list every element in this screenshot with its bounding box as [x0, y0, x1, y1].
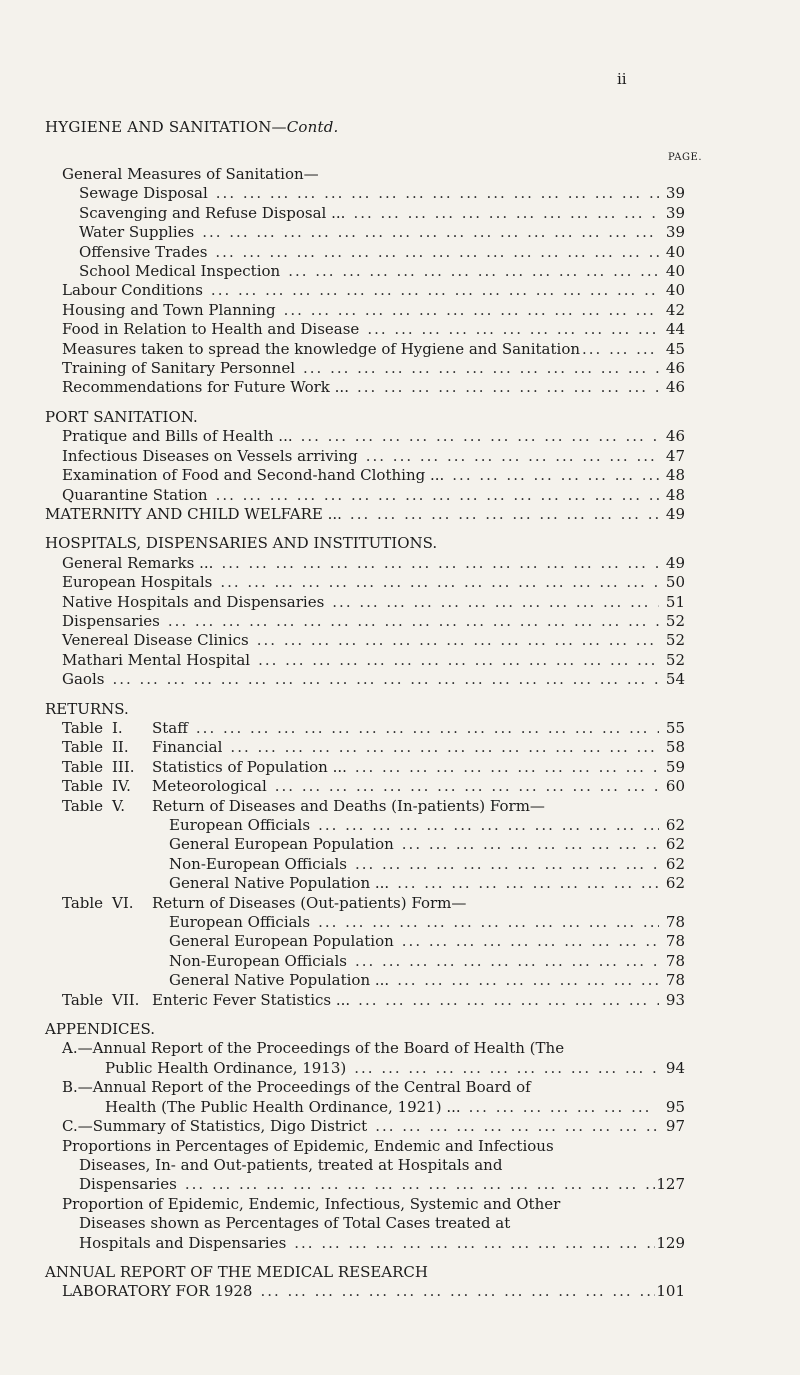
toc-entry[interactable]: Housing and Town Planning ... . 42 — [45, 301, 685, 320]
toc-entry[interactable]: Non-European Officials ... . 62 — [45, 855, 685, 874]
toc-entry-line: Diseases, In- and Out-patients, treated at Hospitals and — [79, 1155, 503, 1174]
toc-table-entry: Table VI. Return of Diseases (Out-patients) Form— — [62, 893, 467, 912]
toc-table-entry[interactable]: Table I. Staff ... . 55 — [45, 719, 685, 738]
page-folio: ii — [617, 70, 627, 88]
toc-table-entry[interactable]: Table IV. Meteorological ... . 60 — [45, 777, 685, 796]
toc-entry[interactable]: General European Population ... . 78 — [45, 932, 685, 951]
toc-entry[interactable]: Mathari Mental Hospital ... . 52 — [45, 651, 685, 670]
toc-table-entry: Table V. Return of Diseases and Deaths (In-patients) Form— — [62, 796, 545, 815]
toc-table-entry[interactable]: Table VII. Enteric Fever Statistics ... ... . 93 — [45, 991, 685, 1010]
toc-entry[interactable]: Health (The Public Health Ordinance, 1921) ... ... . 95 — [45, 1098, 685, 1117]
section-title-port: PORT SANITATION. — [45, 407, 198, 426]
toc-entry[interactable]: General European Population ... . 62 — [45, 835, 685, 854]
toc-entry[interactable]: Quarantine Station ... . 48 — [45, 486, 685, 505]
toc-entry[interactable]: Infectious Diseases on Vessels arriving ... . 47 — [45, 447, 685, 466]
page-column-header: PAGE. — [668, 152, 702, 163]
toc-entry[interactable]: C.—Summary of Statistics, Digo District ... . 97 — [45, 1117, 685, 1136]
toc-entry[interactable]: General Native Population ... ... . 78 — [45, 971, 685, 990]
toc-entry[interactable]: Offensive Trades ... . 40 — [45, 243, 685, 262]
toc-entry[interactable]: European Officials ... . 78 — [45, 913, 685, 932]
section-title-returns: RETURNS. — [45, 699, 129, 718]
toc-entry-line: Diseases shown as Percentages of Total Cases treated at — [79, 1214, 511, 1233]
toc-subheading: General Measures of Sanitation— — [62, 165, 319, 183]
toc-entry[interactable]: General Remarks ... ... . 49 — [45, 554, 685, 573]
section-title-hospitals: HOSPITALS, DISPENSARIES AND INSTITUTIONS. — [45, 534, 438, 553]
toc-entry[interactable]: Measures taken to spread the knowledge of Hygiene and Sanitation ... . 45 — [45, 340, 685, 359]
toc-entry-line: Proportions in Percentages of Epidemic, Endemic and Infectious — [62, 1136, 554, 1155]
toc-entry[interactable]: Public Health Ordinance, 1913) ... . 94 — [45, 1059, 685, 1078]
toc-entry[interactable]: Water Supplies ... . 39 — [45, 223, 685, 242]
table-of-contents — [45, 165, 685, 1302]
toc-entry[interactable]: Dispensaries ... . 52 — [45, 612, 685, 631]
toc-entry[interactable]: Training of Sanitary Personnel ... . 46 — [45, 359, 685, 378]
toc-entry-line: ANNUAL REPORT OF THE MEDICAL RESEARCH — [45, 1262, 428, 1281]
toc-entry[interactable]: European Officials ... . 62 — [45, 816, 685, 835]
toc-entry[interactable]: School Medical Inspection ... . 40 — [45, 262, 685, 281]
toc-entry[interactable]: Venereal Disease Clinics ... . 52 — [45, 631, 685, 650]
section-heading: HYGIENE AND SANITATION—Contd. — [45, 118, 339, 136]
section-title-appendices: APPENDICES. — [45, 1020, 155, 1039]
toc-entry[interactable]: Gaols ... . 54 — [45, 670, 685, 689]
toc-entry[interactable]: European Hospitals ... . 50 — [45, 573, 685, 592]
toc-entry-annual[interactable]: LABORATORY FOR 1928 ... . 101 — [45, 1282, 685, 1301]
toc-entry[interactable]: Examination of Food and Second-hand Clothing ... ... . 48 — [45, 466, 685, 485]
toc-entry-line: Proportion of Epidemic, Endemic, Infectious, Systemic and Other — [62, 1194, 561, 1213]
toc-entry[interactable]: Recommendations for Future Work ... ... . 46 — [45, 378, 685, 397]
toc-entry[interactable]: Food in Relation to Health and Disease ... . 44 — [45, 320, 685, 339]
toc-entry[interactable]: Native Hospitals and Dispensaries ... . 51 — [45, 593, 685, 612]
toc-entry-line: B.—Annual Report of the Proceedings of the Central Board of — [62, 1078, 531, 1097]
toc-entry[interactable]: Dispensaries ... . 127 — [45, 1175, 685, 1194]
toc-entry[interactable]: Hospitals and Dispensaries ... . 129 — [45, 1234, 685, 1253]
toc-table-entry[interactable]: Table III. Statistics of Population ... ... . 59 — [45, 758, 685, 777]
toc-table-entry[interactable]: Table II. Financial ... . 58 — [45, 738, 685, 757]
toc-entry[interactable]: Scavenging and Refuse Disposal ... ... . 39 — [45, 204, 685, 223]
toc-entry[interactable]: General Native Population ... ... . 62 — [45, 874, 685, 893]
toc-entry-maternity[interactable]: MATERNITY AND CHILD WELFARE ... ... . 49 — [45, 505, 685, 524]
toc-entry[interactable]: Pratique and Bills of Health ... ... . 46 — [45, 427, 685, 446]
toc-entry[interactable]: Sewage Disposal ... . 39 — [45, 184, 685, 203]
toc-entry[interactable]: Labour Conditions ... . 40 — [45, 281, 685, 300]
toc-entry[interactable]: Non-European Officials ... . 78 — [45, 952, 685, 971]
toc-entry-line: A.—Annual Report of the Proceedings of the Board of Health (The — [62, 1039, 565, 1058]
